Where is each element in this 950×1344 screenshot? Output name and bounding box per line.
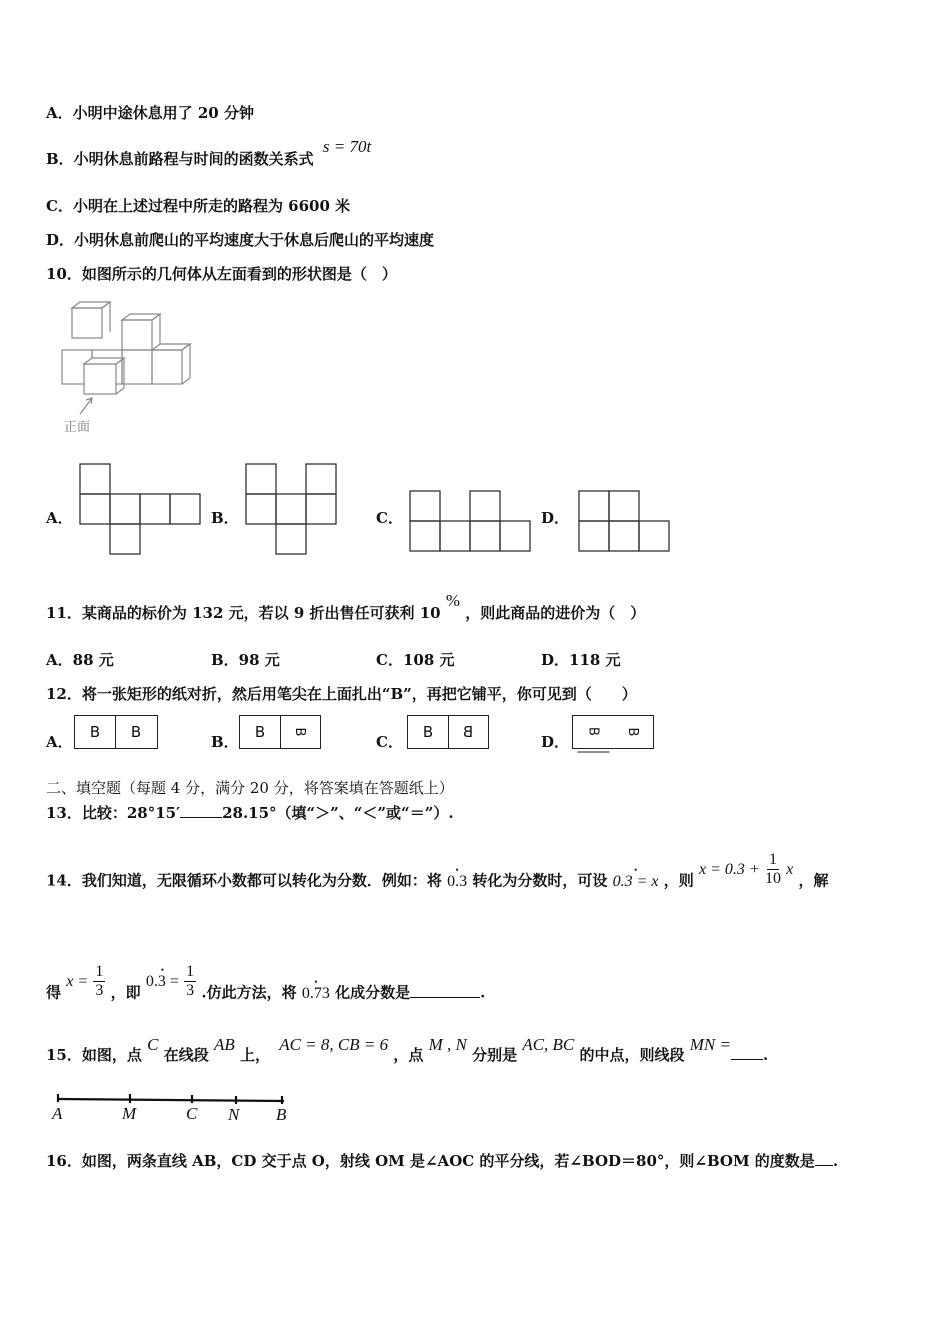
q15-label-m: M [122, 1104, 137, 1123]
q14-line2 [46, 963, 486, 1012]
q12-stem: 12．将一张矩形的纸对折，然后用笔尖在上面扎出“B”，再把它铺平，你可见到（ ） [46, 685, 637, 703]
frac-numerator: 1 [186, 963, 195, 980]
q15-text-3: 上， [239, 1046, 270, 1064]
q9-option-a: A．小明中途休息用了 20 分钟 [46, 104, 254, 122]
q14-text-2: 转化为分数时，可设 [472, 871, 608, 890]
frac-numerator: 1 [95, 963, 104, 980]
q15-text-6: 的中点，则线段 [579, 1046, 685, 1064]
q10-option-a-label: A． [46, 509, 73, 527]
q9-option-b [46, 137, 372, 168]
q15-text-1: 15．如图，点 [46, 1046, 142, 1064]
q14-fraction-1-3-b [184, 963, 196, 1000]
q16-end: . [832, 1152, 839, 1170]
q10-option-c-figure [408, 489, 534, 559]
q14-fraction-1-3-a [93, 963, 105, 1000]
q9-option-c: C．小明在上述过程中所走的路程为 6600 米 [46, 197, 351, 215]
q14-fraction-1-10 [765, 851, 781, 888]
q14-repeating-decimal-2: • 0.73 [302, 985, 330, 1002]
q15-segment-figure [52, 1090, 292, 1130]
q13-answer-blank[interactable] [180, 803, 222, 818]
q14-text-9: . [480, 983, 486, 1002]
q12-a-right-letter: B [130, 723, 142, 741]
frac-denominator: 10 [764, 870, 781, 887]
q11-stem-part1: 11．某商品的标价为 132 元，若以 9 折出售任可获利 10 [46, 604, 441, 622]
q10-option-a-figure [78, 462, 202, 562]
q16-text: 16．如图，两条直线 AB，CD 交于点 O，射线 OM 是∠AOC 的平分线，若∠BOD＝80°，则∠BOM 的度数是 [46, 1152, 815, 1170]
q16-answer-blank[interactable] [815, 1151, 833, 1166]
q14-text-5: 得 [46, 983, 62, 1002]
q10-option-d-figure [577, 489, 675, 559]
q9-option-b-formula: s = 70t [322, 137, 372, 156]
q14-text-7: .仿此方法，将 [201, 983, 297, 1002]
q12-b-left-letter: B [240, 716, 281, 748]
q14-text-3: ，则 [663, 871, 694, 890]
q14-eq2-left: x = 0.3 + [699, 860, 760, 878]
q11-option-d: D．118 元 [541, 651, 621, 669]
q12-option-c-card [407, 715, 489, 749]
q12-option-d-card [572, 715, 654, 749]
front-view-label: 正面 [64, 420, 91, 435]
q14-text-4: ，解 [798, 871, 829, 890]
q12-b-right-letter-rotated: B [292, 727, 308, 737]
q13-stem [46, 803, 454, 822]
q15-segments-ac-bc: AC, BC [522, 1035, 575, 1054]
q14-eq4-left: • 0.3 = [146, 973, 179, 990]
q11-option-c: C．108 元 [376, 651, 455, 669]
q12-option-d-label: D． [541, 733, 570, 751]
q10-solid-figure [58, 298, 198, 442]
q12-option-b-card [239, 715, 321, 749]
q14-text-1: 14．我们知道，无限循环小数都可以转化为分数．例如：将 [46, 871, 442, 890]
q14-eq3-left: x = [66, 972, 89, 990]
q11-stem-part2: ，则此商品的进价为（ ） [465, 604, 646, 622]
q14-equation-1: • 0.3 = x [613, 873, 659, 890]
q11-percent: % [445, 591, 461, 610]
q15-label-a: A [52, 1104, 63, 1123]
q12-option-a-card [74, 715, 158, 749]
q14-line1 [46, 851, 829, 900]
q15-text-7: . [762, 1046, 769, 1064]
q14-text-6: ，即 [110, 983, 141, 1002]
q16-stem [46, 1151, 838, 1170]
q15-segment-ab: AB [213, 1035, 235, 1054]
q15-text-2: 在线段 [163, 1046, 209, 1064]
frac-denominator: 3 [186, 982, 195, 999]
q15-text-4: ，点 [393, 1046, 424, 1064]
q13-stem-part1: 13．比较：28°15′ [46, 804, 181, 822]
q12-a-left-letter: B [75, 716, 116, 748]
q10-option-c-label: C． [376, 509, 403, 527]
q12-option-b-label: B． [211, 733, 239, 751]
q14-equation-2 [699, 851, 799, 887]
frac-numerator: 1 [768, 851, 777, 868]
q15-points-mn: M , N [428, 1035, 467, 1054]
q15-label-b: B [276, 1105, 287, 1124]
q15-stem [46, 1035, 769, 1064]
q14-repeating-decimal-1: • 0.3 [447, 873, 467, 890]
q14-equation-4 [145, 963, 202, 999]
q15-mn-equals: MN = [689, 1035, 731, 1054]
q15-answer-blank[interactable] [731, 1045, 763, 1060]
q12-option-c-label: C． [376, 733, 403, 751]
q10-option-b-label: B． [211, 509, 239, 527]
section-2-heading: 二、填空题（每题 4 分，满分 20 分，将答案填在答题纸上） [46, 779, 454, 797]
q12-option-a-label: A． [46, 733, 73, 751]
q12-d-right-letter-rotated: B [625, 727, 641, 737]
q15-point-c: C [147, 1035, 159, 1054]
q12-c-left-letter: B [408, 716, 449, 748]
q15-text-5: 分别是 [472, 1046, 518, 1064]
q9-option-b-text: B．小明休息前路程与时间的函数关系式 [46, 150, 314, 168]
q14-eq2-right: x [786, 860, 794, 878]
q12-c-right-letter-mirrored: B [462, 723, 474, 741]
q14-answer-blank[interactable] [410, 983, 480, 998]
q10-stem: 10．如图所示的几何体从左面看到的形状图是（ ） [46, 265, 397, 283]
q11-option-a: A．88 元 [46, 651, 114, 669]
q14-equation-3 [66, 963, 110, 999]
q15-label-c: C [186, 1104, 198, 1123]
q11-option-b: B．98 元 [211, 651, 280, 669]
q11-stem [46, 591, 646, 622]
q14-text-8: 化成分数是 [335, 983, 411, 1002]
q10-option-b-figure [244, 462, 340, 562]
q9-option-d: D．小明休息前爬山的平均速度大于休息后爬山的平均速度 [46, 231, 435, 249]
q10-option-d-label: D． [541, 509, 570, 527]
frac-denominator: 3 [95, 982, 104, 999]
q15-label-n: N [228, 1105, 240, 1124]
q15-lengths: AC = 8, CB = 6 [279, 1035, 389, 1054]
q13-stem-part2: 28.15°（填“＞”、“＜”或“＝”）. [222, 804, 454, 822]
q12-d-left-letter-rotated: B [578, 712, 610, 753]
